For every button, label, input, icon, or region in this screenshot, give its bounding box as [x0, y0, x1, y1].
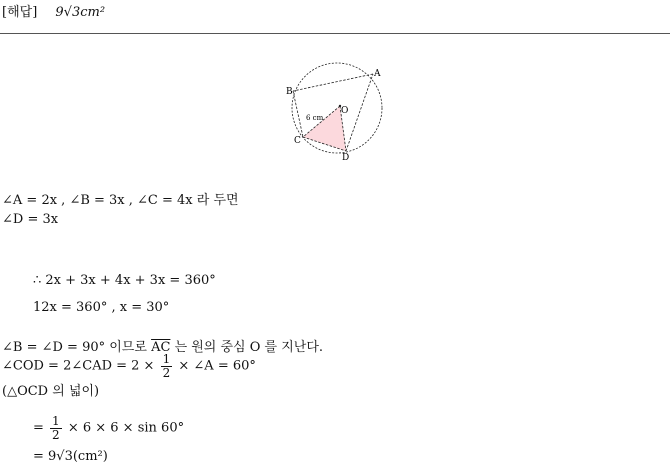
- solution-line-8: [33, 415, 184, 441]
- point-label-o: O: [341, 106, 349, 116]
- line5-part-b: 는 원의 중심 O 를 지난다.: [174, 340, 324, 355]
- segment-da: [346, 74, 373, 151]
- solution-line-3: ∴ 2x + 3x + 4x + 3x = 360°: [33, 273, 216, 288]
- fraction-one-half: [161, 353, 173, 379]
- point-label-b: B: [286, 87, 293, 97]
- solution-line-9: = 9√3(cm²): [33, 449, 108, 464]
- fraction-denominator: 2: [162, 365, 171, 380]
- header-divider: [0, 33, 670, 34]
- line6-part-b: × ∠A = 60°: [178, 358, 256, 374]
- solution-line-6: [2, 353, 256, 379]
- line6-part-a: ∠COD = 2∠CAD = 2 ×: [2, 358, 155, 374]
- answer-value: 9√3cm²: [55, 5, 106, 20]
- solution-line-4: 12x = 360° , x = 30°: [33, 300, 170, 315]
- fraction-numerator-2: 1: [52, 414, 60, 428]
- fraction-numerator: 1: [162, 352, 171, 366]
- fraction-denominator-2: 2: [52, 427, 60, 442]
- segment-bc: [293, 91, 303, 137]
- radius-label: 6 cm: [306, 114, 324, 122]
- line8-equals: =: [33, 420, 44, 436]
- point-label-a: A: [374, 69, 381, 79]
- answer-label: [해답]: [2, 5, 38, 20]
- solution-line-2: ∠D = 3x: [2, 212, 59, 227]
- solution-line-7: (△OCD 의 넓이): [2, 384, 100, 399]
- line8-part-b: × 6 × 6 × sin 60°: [67, 420, 185, 436]
- arc-ac: $\overline{AC}$: [151, 340, 171, 355]
- line5-part-a: ∠B = ∠D = 90° 이므로: [2, 340, 147, 355]
- fraction-one-half-2: [50, 415, 62, 441]
- circle-figure: [280, 58, 390, 166]
- point-label-d: D: [342, 153, 350, 163]
- solution-line-1: ∠A = 2x , ∠B = 3x , ∠C = 4x 라 두면: [2, 193, 239, 208]
- answer-header: [2, 1, 105, 20]
- shaded-triangle-ocd: [303, 106, 349, 151]
- point-label-c: C: [294, 136, 301, 146]
